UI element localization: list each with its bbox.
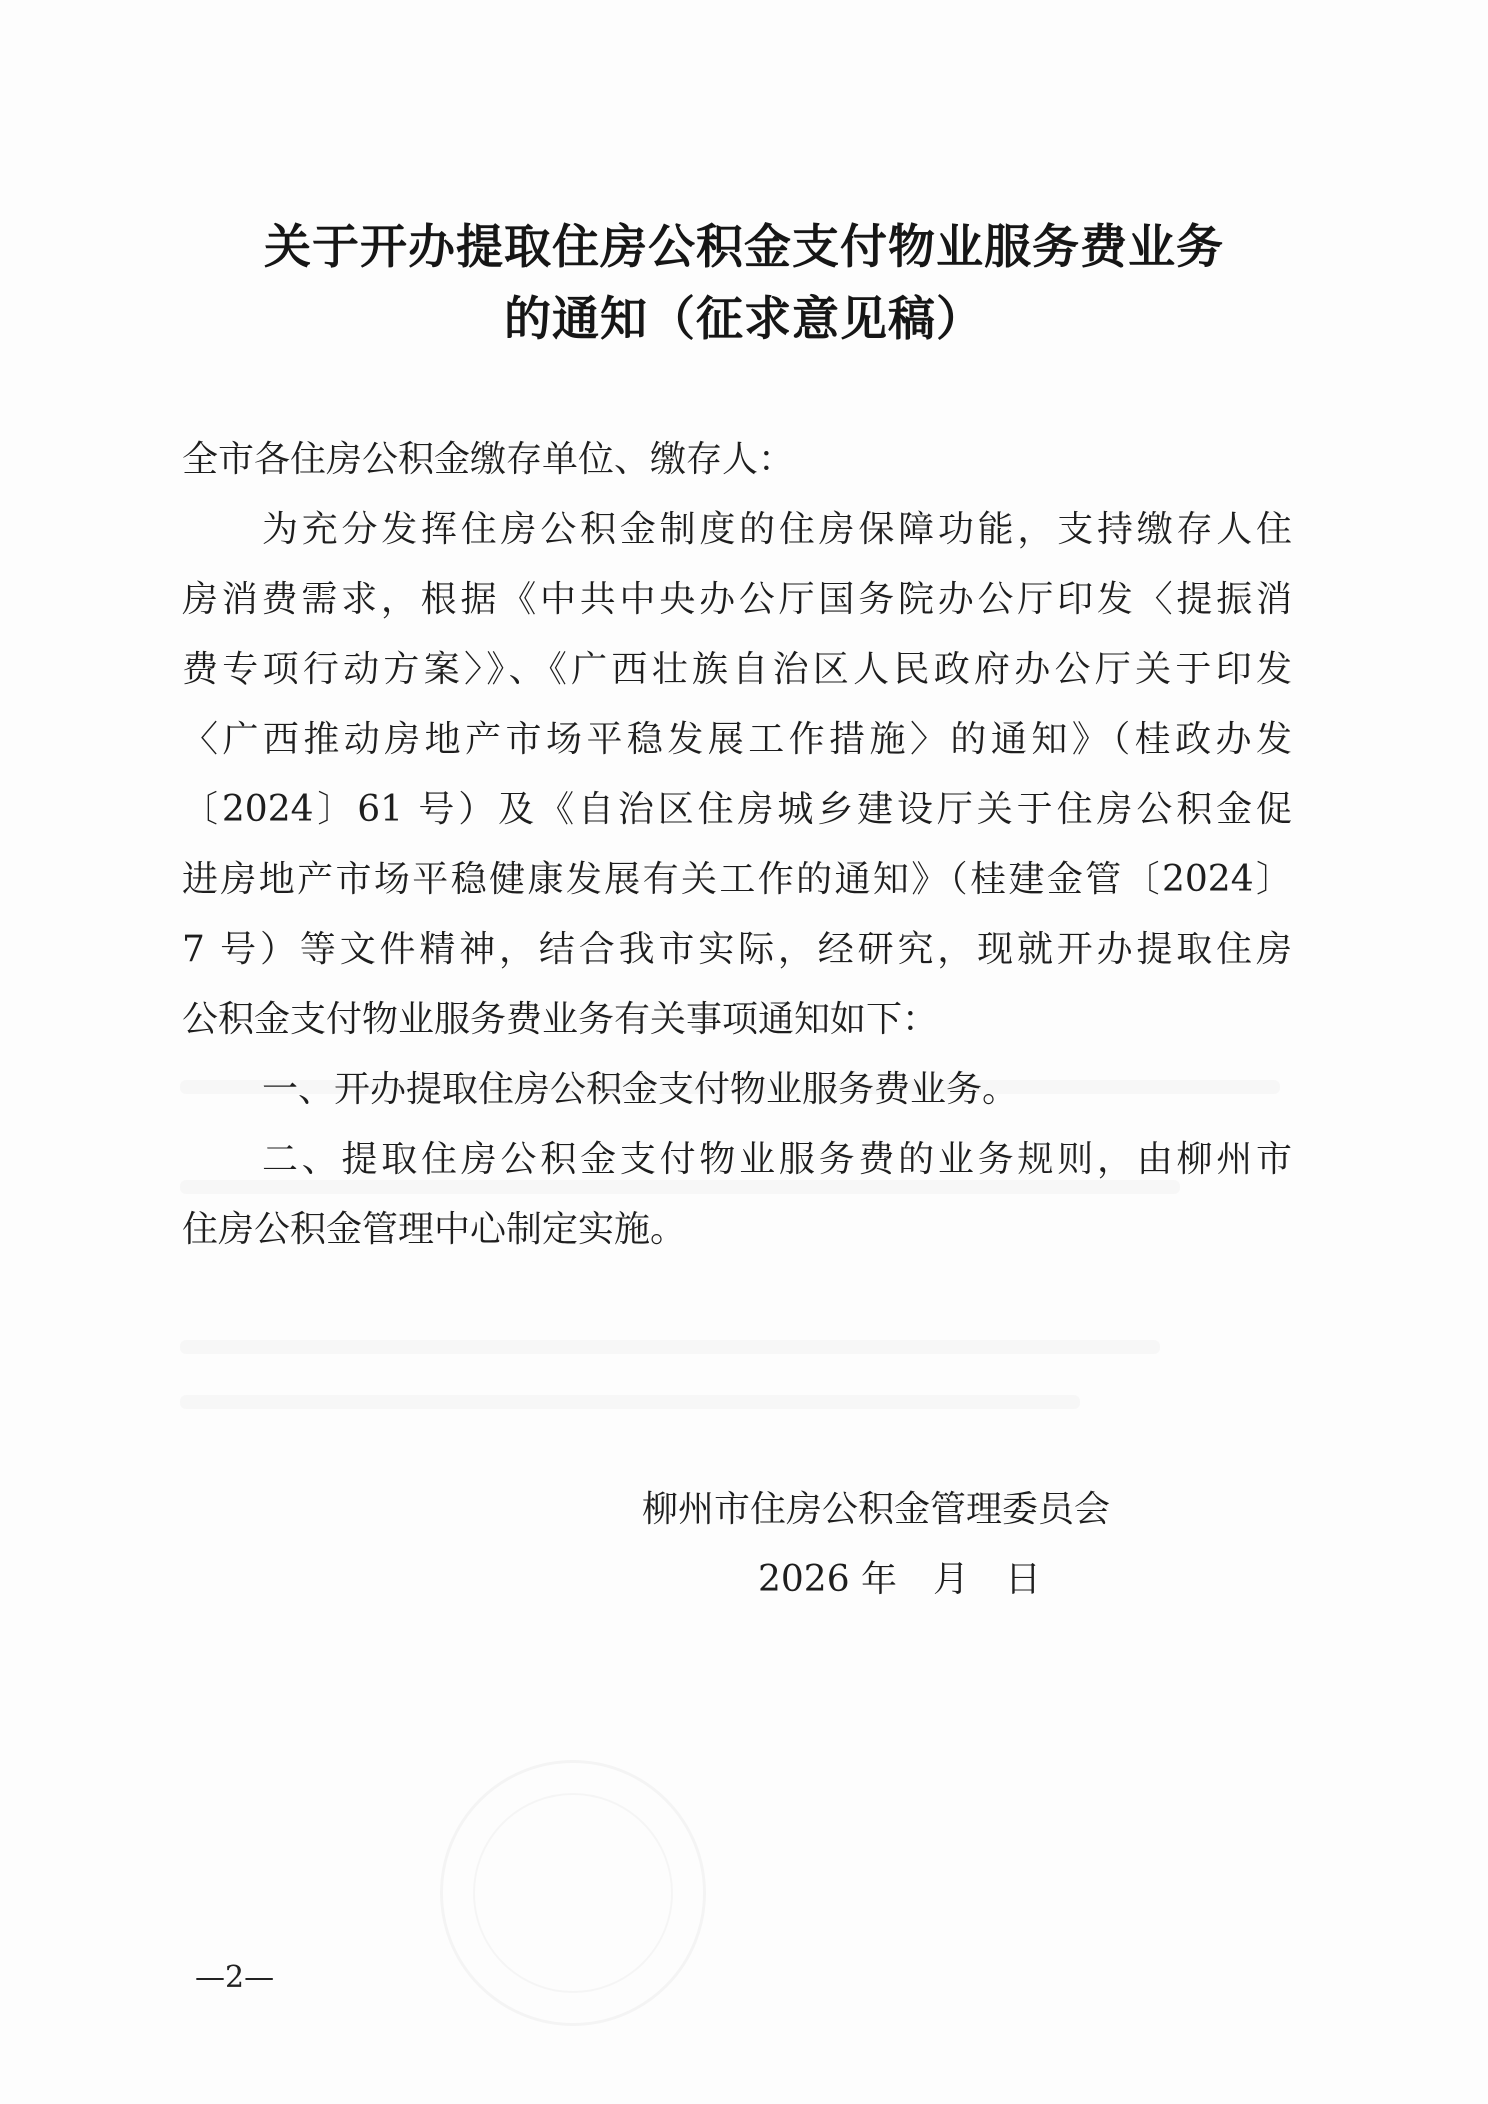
paragraph-1-line: 〔2024〕61 号）及《自治区住房城乡建设厅关于住房公积金促 bbox=[182, 789, 1292, 830]
paragraph-1-line: 费专项行动方案〉》、《广西壮族自治区人民政府办公厅关于印发 bbox=[182, 649, 1292, 690]
scan-artifact bbox=[180, 1395, 1080, 1409]
list-item-1: 一、开办提取住房公积金支付物业服务费业务。 bbox=[262, 1069, 1019, 1110]
paragraph-1-line: 7 号）等文件精神，结合我市实际，经研究，现就开办提取住房 bbox=[182, 929, 1292, 970]
paragraph-1-line: 为充分发挥住房公积金制度的住房保障功能，支持缴存人住 bbox=[262, 509, 1292, 550]
signature-organization: 柳州市住房公积金管理委员会 bbox=[642, 1489, 1111, 1530]
scan-artifact bbox=[180, 1180, 1180, 1194]
paragraph-1-line: 〈广西推动房地产市场平稳发展工作措施〉的通知》（桂政办发 bbox=[182, 719, 1292, 760]
faded-seal-artifact bbox=[440, 1760, 706, 2026]
paragraph-1-line: 房消费需求，根据《中共中央办公厅国务院办公厅印发〈提振消 bbox=[182, 579, 1292, 620]
scan-artifact bbox=[180, 1340, 1160, 1354]
list-item-2-line: 住房公积金管理中心制定实施。 bbox=[182, 1209, 687, 1250]
list-item-2-line: 二、提取住房公积金支付物业服务费的业务规则，由柳州市 bbox=[262, 1139, 1292, 1180]
document-title-line-1: 关于开办提取住房公积金支付物业服务费业务 bbox=[264, 220, 1224, 275]
document-title-line-2: 的通知（征求意见稿） bbox=[504, 292, 984, 347]
salutation: 全市各住房公积金缴存单位、缴存人： bbox=[182, 439, 795, 480]
signature-date: 2026 年 月 日 bbox=[758, 1559, 1042, 1600]
page-number: —2— bbox=[195, 1960, 275, 1995]
paragraph-1-line: 进房地产市场平稳健康发展有关工作的通知》（桂建金管〔2024〕 bbox=[182, 859, 1292, 900]
paragraph-1-line: 公积金支付物业服务费业务有关事项通知如下： bbox=[182, 999, 939, 1040]
